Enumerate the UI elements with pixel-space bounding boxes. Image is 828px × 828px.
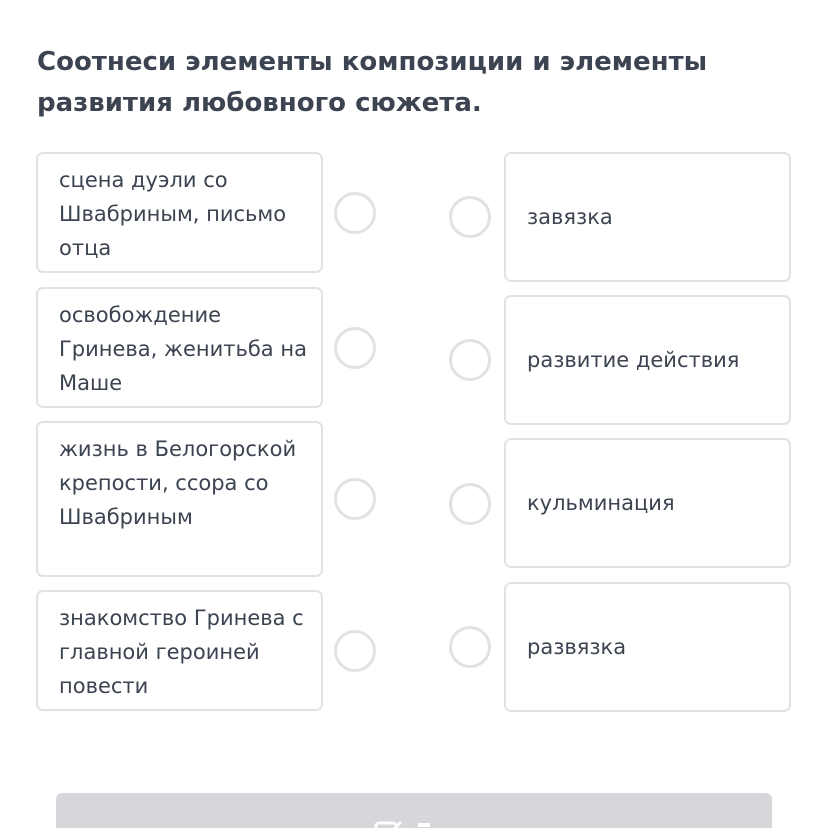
- right-item-4[interactable]: [504, 582, 791, 712]
- right-item-3[interactable]: [504, 438, 791, 568]
- left-item-2[interactable]: [36, 287, 323, 408]
- edit-icon: [374, 820, 404, 828]
- left-connector-radio-2[interactable]: [334, 327, 376, 369]
- submit-button[interactable]: [56, 793, 772, 828]
- left-item-label: жизнь в Белогорской крепости, ссора со Швабриным: [59, 437, 297, 529]
- right-connector-radio-1[interactable]: [449, 196, 491, 238]
- left-item-4[interactable]: [36, 590, 323, 711]
- right-connector-radio-3[interactable]: [449, 483, 491, 525]
- question-title: Соотнеси элементы композиции и элементы развития любовного сюжета.: [37, 47, 708, 118]
- left-item-1[interactable]: [36, 152, 323, 273]
- left-item-label: сцена дуэли со Швабриным, письмо отца: [59, 168, 287, 260]
- right-item-1[interactable]: [504, 152, 791, 282]
- left-item-3[interactable]: [36, 421, 323, 577]
- left-connector-radio-3[interactable]: [334, 478, 376, 520]
- left-item-label: знакомство Гринева с главной героиней повести: [59, 606, 304, 698]
- left-connector-radio-4[interactable]: [334, 630, 376, 672]
- right-item-label: кульминация: [527, 491, 675, 515]
- submit-label-fragment: [418, 823, 430, 827]
- right-item-label: развитие действия: [527, 348, 740, 372]
- left-item-label: освобождение Гринева, женитьба на Маше: [59, 303, 307, 395]
- right-connector-radio-2[interactable]: [449, 339, 491, 381]
- left-connector-radio-1[interactable]: [334, 192, 376, 234]
- right-item-label: завязка: [527, 205, 613, 229]
- right-item-2[interactable]: [504, 295, 791, 425]
- right-item-label: развязка: [527, 635, 627, 659]
- right-connector-radio-4[interactable]: [449, 626, 491, 668]
